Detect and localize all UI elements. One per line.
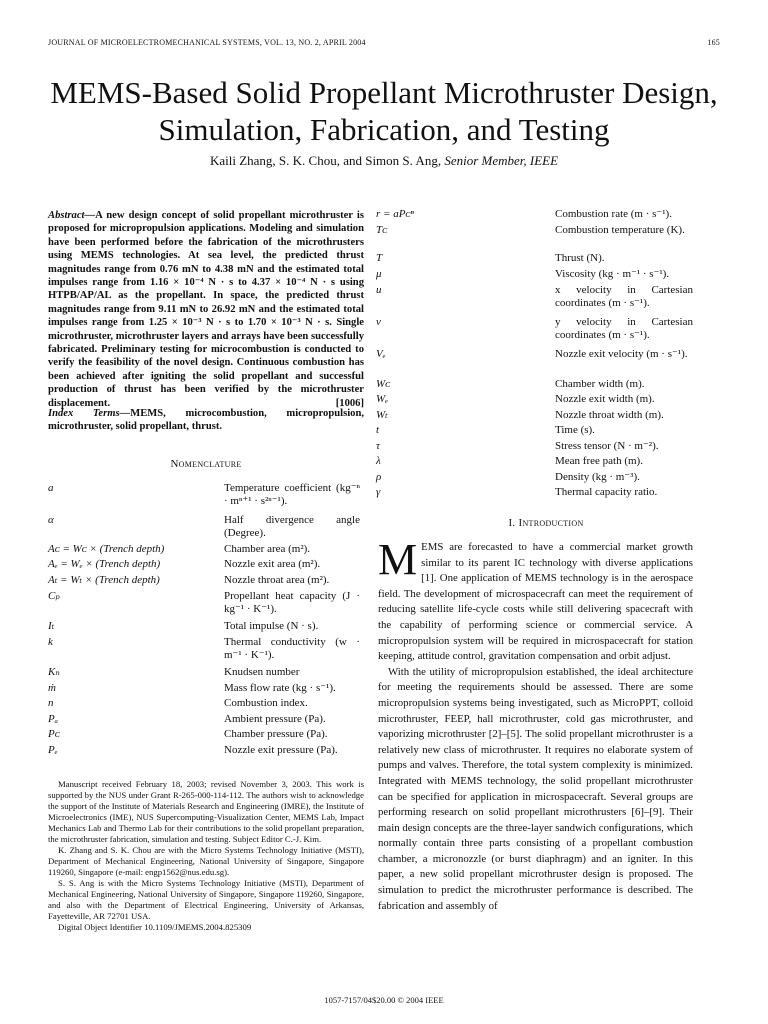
index-terms-label: Index Terms—	[48, 408, 131, 419]
nomenclature-definition: Nozzle throat area (m²).	[224, 574, 330, 586]
nomenclature-symbol: Tᴄ	[376, 224, 388, 236]
nomenclature-symbol: ṁ	[48, 682, 56, 694]
nomenclature-symbol: a	[48, 482, 54, 494]
nomenclature-symbol: Wₜ	[376, 409, 388, 421]
nomenclature-symbol: Pₑ	[48, 744, 58, 756]
nomenclature-definition: Combustion temperature (K).	[555, 224, 685, 236]
drop-cap: M	[378, 535, 418, 584]
nomenclature-symbol: Pᴄ	[48, 728, 60, 740]
nomenclature-symbol: γ	[376, 486, 381, 498]
title-line-2: Simulation, Fabrication, and Testing	[158, 112, 610, 147]
nomenclature-symbol: u	[376, 284, 382, 296]
page-number: 165	[707, 38, 720, 47]
author-title: Senior Member, IEEE	[444, 153, 559, 168]
nomenclature-definition: Nozzle exit width (m).	[555, 393, 655, 405]
nomenclature-symbol: Pₐ	[48, 713, 58, 725]
nomenclature-symbol: n	[48, 697, 54, 709]
nomenclature-definition: Chamber width (m).	[555, 378, 645, 390]
nomenclature-definition: Nozzle exit velocity (m · s⁻¹).	[555, 348, 688, 360]
running-head	[48, 38, 720, 47]
nomenclature-definition: Time (s).	[555, 424, 595, 436]
first-page-footnote	[48, 779, 364, 933]
abstract	[48, 209, 364, 410]
nomenclature-definition: Density (kg · m⁻³).	[555, 471, 640, 483]
nomenclature-definition: Thermal capacity ratio.	[555, 486, 658, 498]
nomenclature-symbol: Aₜ = Wₜ × (Trench depth)	[48, 574, 160, 586]
nomenclature-symbol: Wₑ	[376, 393, 389, 405]
nomenclature-definition: y velocity in Cartesian coordinates (m · s⁻¹).	[555, 316, 693, 341]
abstract-tag: [1006]	[335, 397, 364, 409]
nomenclature-definition: Stress tensor (N · m⁻²).	[555, 440, 659, 452]
footnote-authors-zhang-chou: K. Zhang and S. K. Chou are with the Micro Systems Technology Initiative (MSTI), Department of Mechanical Engineering, National University of Singapore, Singapore 119260, Singapore (e-mail: engp1562@nus.edu.sg).	[48, 845, 364, 877]
journal-name: JOURNAL OF MICROELECTROMECHANICAL SYSTEMS, VOL. 13, NO. 2, APRIL 2004	[48, 38, 366, 47]
abstract-label: Abstract—	[48, 210, 96, 221]
nomenclature-symbol: r = aPᴄⁿ	[376, 208, 414, 220]
nomenclature-symbol: v	[376, 316, 381, 328]
index-terms-text: MEMS, microcombustion, micropropulsion, microthruster, solid propellant, thrust.	[48, 408, 364, 433]
introduction-heading: I. Introduction	[508, 517, 584, 529]
nomenclature-definition: Nozzle exit area (m²).	[224, 558, 321, 570]
paper-title	[20, 74, 748, 148]
nomenclature-symbol: Aᴄ = Wᴄ × (Trench depth)	[48, 543, 165, 555]
nomenclature-definition: Mass flow rate (kg · s⁻¹).	[224, 682, 336, 694]
nomenclature-definition: Ambient pressure (Pa).	[224, 713, 326, 725]
title-line-1: MEMS-Based Solid Propellant Microthruster Design,	[50, 75, 718, 110]
footnote-manuscript: Manuscript received February 18, 2003; revised November 3, 2003. This work is supported by the NUS under Grant R-265-000-114-112. The authors wish to acknowledge the support of the Institute of Materials Research and Engineering (IMRE), the Institute of Microelectronics (IME), NUS Supercomputing-Visualization Center, MEMS Lab, Impact Mechanics Lab and Thermo Lab for their contributions to the solid propellant preparation, the microthruster fabrication, simulation and testing. Subject Editor C.-J. Kim.	[48, 779, 364, 844]
abstract-text: A new design concept of solid propellant microthruster is proposed for micropropulsion applications. Modeling and simulation have been performed before the fabrication of the microthrusters using MEMS technologies. At sea level, the predicted thrust magnitudes range from 0.76 mN to 4.38 mN and the estimated total impulses range from 1.16 × 10⁻⁴ N · s to 4.37 × 10⁻⁴ N · s using HTPB/AP/AL as the propellant. In space, the predicted thrust magnitudes range from 9.11 mN to 26.92 mN and the estimated total impulses range from 1.25 × 10⁻³ N · s to 1.70 × 10⁻³ N · s. Single microthruster, microthruster layers and arrays have been successfully fabricated. Preliminary testing for microcombustion is conducted to verify the feasibility of the novel design. Continuous combustion has been achieved after igniting the solid propellant and successful production of thrust has been verified by the microthruster displacement.	[48, 210, 364, 409]
nomenclature-symbol: Iₜ	[48, 620, 55, 632]
nomenclature-definition: Nozzle exit pressure (Pa).	[224, 744, 338, 756]
nomenclature-symbol: Vₑ	[376, 348, 386, 360]
nomenclature-definition: Total impulse (N · s).	[224, 620, 319, 632]
nomenclature-definition: Temperature coefficient (kg⁻ⁿ · mⁿ⁺¹ · s²ⁿ⁻¹).	[224, 482, 360, 507]
nomenclature-symbol: μ	[376, 268, 382, 280]
nomenclature-symbol: Wᴄ	[376, 378, 391, 390]
nomenclature-definition: Chamber area (m²).	[224, 543, 311, 555]
nomenclature-symbol: τ	[376, 440, 380, 452]
footnote-author-ang: S. S. Ang is with the Micro Systems Technology Initiative (MSTI), Department of Mechanical Engineering, National University of Singapore, Singapore 119260, Singapore, and also with the Department of Electrical Engineering, University of Arkansas, Fayetteville, AR 72701 USA.	[48, 878, 364, 921]
nomenclature-definition: Knudsen number	[224, 666, 300, 678]
nomenclature-definition: Thermal conductivity (w · m⁻¹ · K⁻¹).	[224, 636, 360, 661]
nomenclature-symbol: t	[376, 424, 380, 436]
nomenclature-definition: Thrust (N).	[555, 252, 605, 264]
nomenclature-definition: Propellant heat capacity (J · kg⁻¹ · K⁻¹).	[224, 590, 360, 615]
page-footer: 1057-7157/04$20.00 © 2004 IEEE	[324, 995, 444, 1005]
nomenclature-symbol: Cₚ	[48, 590, 60, 602]
introduction-body	[378, 535, 693, 914]
authors: Kaili Zhang, S. K. Chou, and Simon S. Ang,	[209, 153, 442, 168]
author-line	[20, 153, 748, 169]
nomenclature-definition: Nozzle throat width (m).	[555, 409, 664, 421]
footnote-doi: Digital Object Identifier 10.1109/JMEMS.2004.825309	[58, 922, 252, 932]
nomenclature-definition: Combustion rate (m · s⁻¹).	[555, 208, 672, 220]
nomenclature-definition: x velocity in Cartesian coordinates (m · s⁻¹).	[555, 284, 693, 309]
intro-paragraph-1: EMS are forecasted to have a commercial market growth similar to its parent IC technology with diverse applications [1]. One application of MEMS technology is in the aerospace field. The development of microspacecraft can meet the requirement of reducing satellite life-cycle costs while still delivering spacecraft with the capability of performing science or commercial service. A micropropulsion system will be required in microspacecraft for station keeping, attitude control, gravitation compensation and orbit adjust.	[378, 541, 693, 663]
nomenclature-symbol: k	[48, 636, 53, 648]
nomenclature-symbol: α	[48, 514, 54, 526]
nomenclature-definition: Viscosity (kg · m⁻¹ · s⁻¹).	[555, 268, 670, 280]
nomenclature-symbol: ρ	[376, 471, 382, 483]
nomenclature-symbol: Kₙ	[48, 666, 60, 678]
nomenclature-definition: Mean free path (m).	[555, 455, 643, 467]
nomenclature-symbol: T	[376, 252, 383, 264]
nomenclature-symbol: Aₑ = Wₑ × (Trench depth)	[48, 558, 161, 570]
nomenclature-symbol: λ	[376, 455, 381, 467]
nomenclature-definition: Combustion index.	[224, 697, 308, 709]
index-terms	[48, 407, 364, 434]
nomenclature-definition: Half divergence angle (Degree).	[224, 514, 360, 539]
intro-paragraph-2: With the utility of micropropulsion established, the ideal architecture for meeting the requirements should be assessed. There are some micropropulsion systems being investigated, such as MicroPPT, colloid microthruster, FEEP, hall microthruster, cold gas microthruster, and vaporizing microthruster [2]–[5]. The solid propellant microthruster is a relatively new class of microthruster. It requires no elaborate system of pumps and valves. Therefore, the total system complexity is minimized. Integrated with MEMS technology, the solid propellant microthruster can be specified for application in microspacecraft. Several groups are performing research on solid propellant microthrusters [6]–[9]. Their main design concepts are the three-layer sandwich configurations, which normally contain three parts consisting of a propellant combustion chamber, a micronozzle (or burst diaphragm) and an igniter. In this paper, a new solid propellant microthruster design is proposed. The simulation to predict the microthruster performance is described. The fabrication and assembly of	[378, 665, 693, 912]
nomenclature-heading: Nomenclature	[170, 458, 242, 470]
nomenclature-definition: Chamber pressure (Pa).	[224, 728, 328, 740]
